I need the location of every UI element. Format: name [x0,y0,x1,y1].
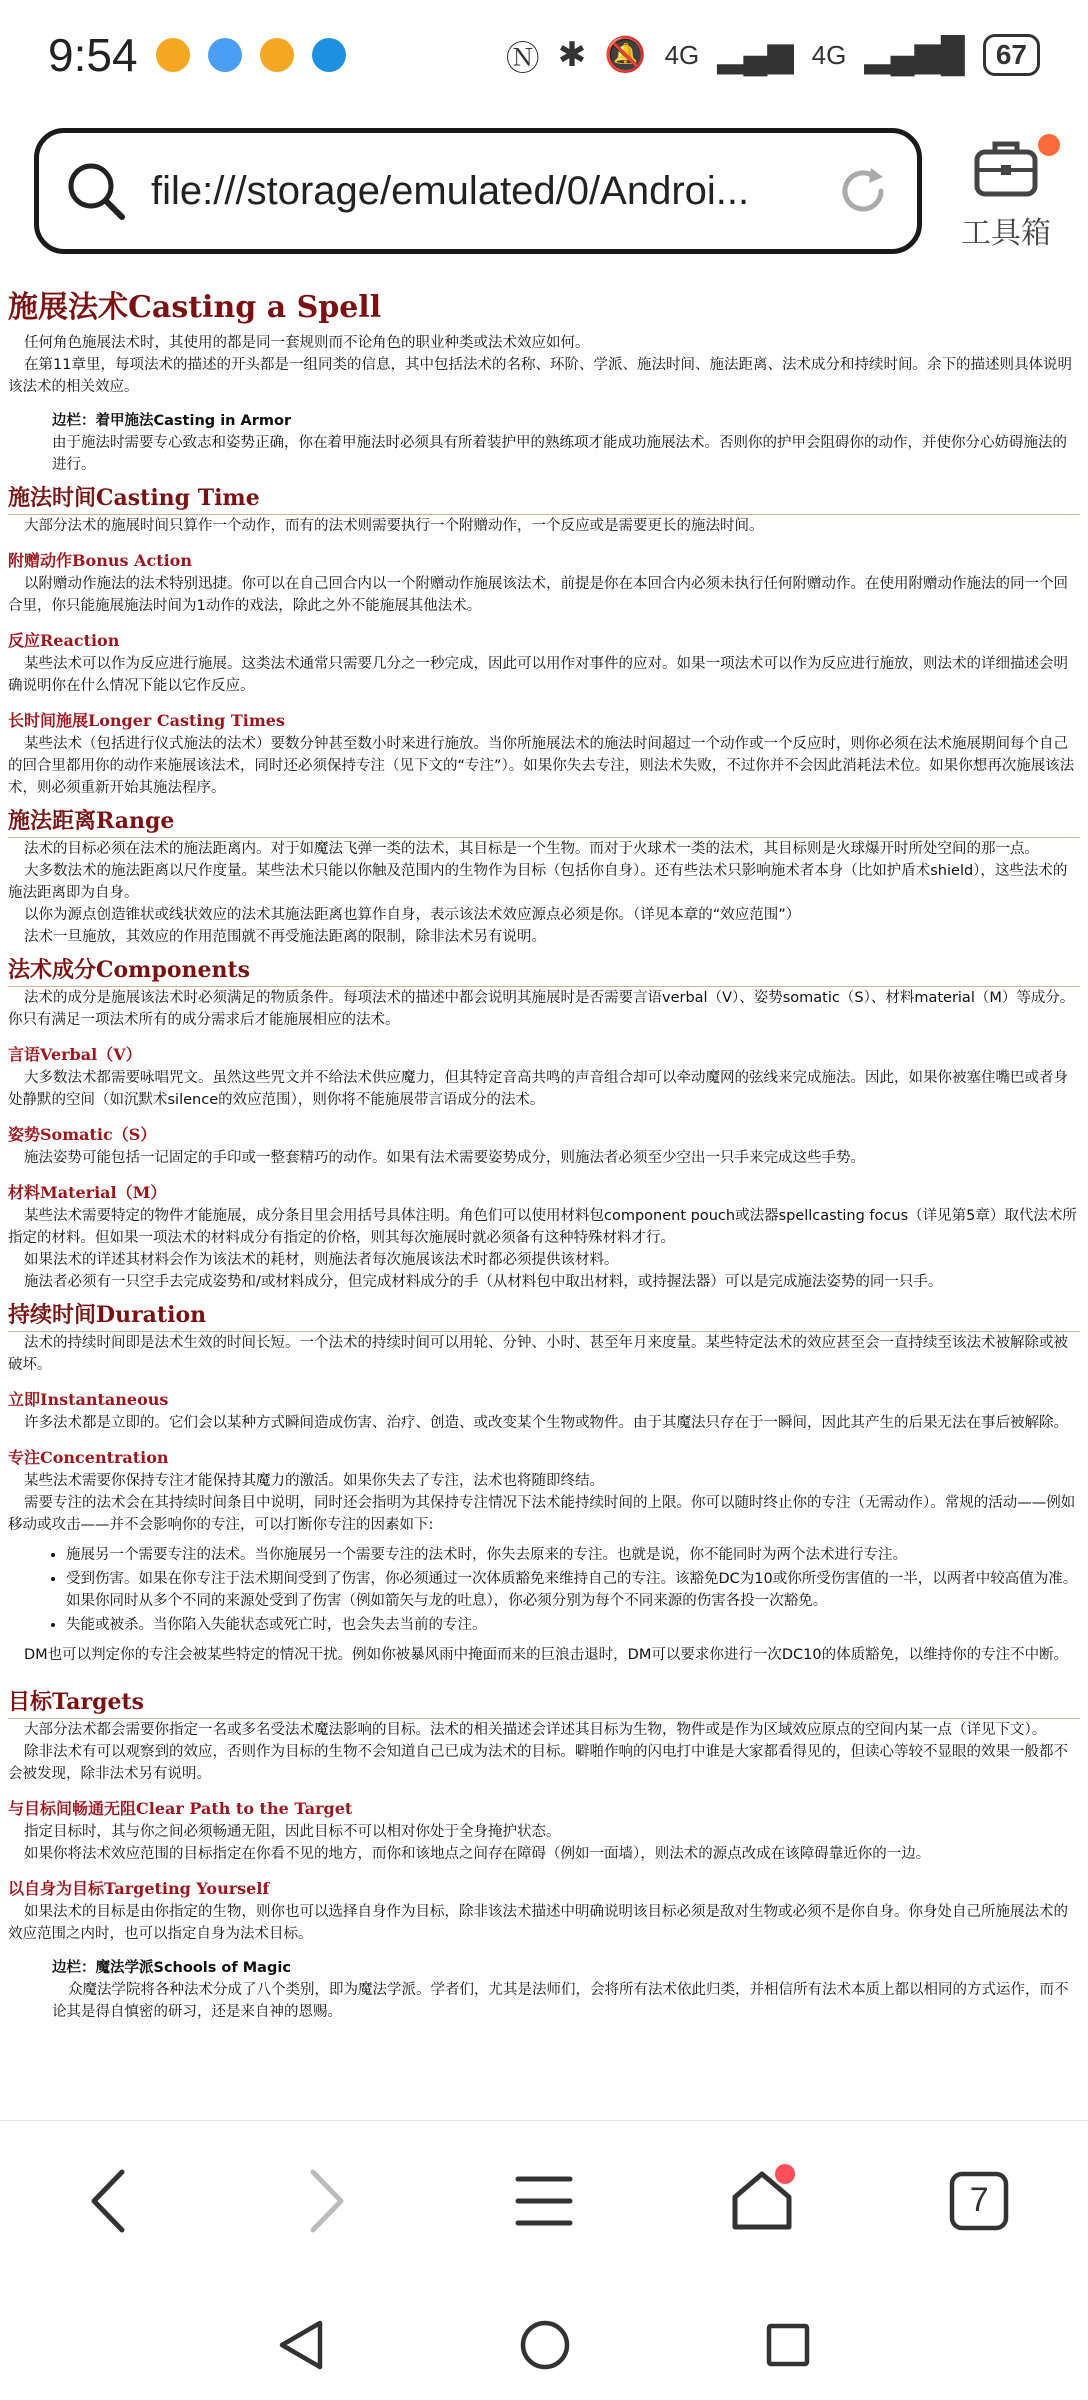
subsection-heading: 言语Verbal（V） [8,1045,142,1064]
toolbox-label: 工具箱 [961,216,1051,251]
notification-dot [775,2164,795,2184]
toolbox-button[interactable] [950,134,1062,254]
paragraph: 某些法术需要特定的物件才能施展，成分条目里会用括号具体注明。角色们可以使用材料包component pouch或法器spellcasting focus（详见第5章）取代法术所指定的材料。但如果一项法术的材料成分有指定的价格，则其每次施展时就必须备有这种特殊材料才行。 [8,1208,1077,1246]
paragraph: 大部分法术都会需要你指定一名或多名受法术魔法影响的目标。法术的相关描述会详述其目标为生物，物件或是作为区域效应原点的空间内某一点（详见下文）。 [24,1722,1047,1738]
sidebar-title: 边栏：魔法学派Schools of Magic [52,1960,291,1976]
document-content [8,280,1080,2110]
mute-icon: 🔕 [604,36,647,74]
paragraph: 法术的目标必须在法术的施法距离内。对于如魔法飞弹一类的法术，其目标是一个生物。而对于火球术一类的法术，其目标则是火球爆开时所处空间的那一点。 [24,841,1039,857]
paragraph: 法术的成分是施展该法术时必须满足的物质条件。每项法术的描述中都会说明其施展时是否需要言语verbal（V）、姿势somatic（S）、材料material（M）等成分。你只有满足一项法术所有的成分需求后才能施展相应的法术。 [8,990,1075,1028]
subsection-heading: 长时间施展Longer Casting Times [8,711,285,730]
subsection-heading: 材料Material（M） [8,1183,167,1202]
network-4g-label: 4G [664,39,700,70]
home-button[interactable] [707,2146,817,2256]
address-bar[interactable] [34,128,922,254]
sidebar-title: 边栏：着甲施法Casting in Armor [52,413,292,429]
paragraph: 指定目标时，其与你之间必须畅通无阻，因此目标不可以相对你处于全身掩护状态。 [24,1824,561,1840]
status-right-group [506,31,1040,80]
app-notification-icon [312,38,346,72]
tabs-icon [949,2171,1009,2231]
paragraph: 如果法术的详述其材料会作为该法术的耗材，则施法者每次施展该法术时都必须提供该材料。 [24,1252,619,1268]
system-back-icon[interactable] [276,2317,326,2373]
reload-icon[interactable] [835,163,891,219]
menu-button[interactable] [489,2146,599,2256]
paragraph: 以你为源点创造锥状或线状效应的法术其施法距离也算作自身，表示该法术效应源点必须是你。（详见本章的“效应范围”） [24,907,801,923]
tabs-button[interactable] [924,2146,1034,2256]
sidebar-body: 众魔法学院将各种法术分成了八个类别，即为魔法学派。学者们，尤其是法师们，会将所有法术依此归类，并相信所有法术本质上都以相同的方式运作，而不论其是得自慎密的研习，还是来自神的恩赐。 [52,1982,1069,2020]
back-arrow-icon [84,2166,134,2236]
system-home-icon[interactable] [518,2318,572,2372]
forward-button[interactable] [271,2146,381,2256]
signal-icon: ▂▄▆█ [864,36,965,74]
nfc-icon: Ⓝ [505,39,540,78]
list-item: • 失能或被杀。当你陷入失能状态或死亡时，也会失去当前的专注。 [66,1614,1080,1636]
subsection-heading: 姿势Somatic（S） [8,1125,157,1144]
url-text[interactable]: file:///storage/emulated/0/Androi... [151,168,750,213]
status-time: 9:54 [48,29,138,81]
paragraph: 施法姿势可能包括一记固定的手印或一整套精巧的动作。如果有法术需要姿势成分，则施法者必须至少空出一只手来完成这些手势。 [24,1150,865,1166]
toolbox-icon [971,134,1041,200]
subsection-heading: 反应Reaction [8,631,120,650]
list-item: • 受到伤害。如果在你专注于法术期间受到了伤害，你必须通过一次体质豁免来维持自己的专注。该豁免DC为10或你所受伤害值的一半，以两者中较高值为准。如果你同时从多个不同的来源处受到了伤害（例如箭矢与龙的吐息），你必须分别为每个不同来源的伤害各投一次豁免。 [66,1568,1080,1612]
section-heading: 施法时间Casting Time [8,482,1080,515]
list-item: • 施展另一个需要专注的法术。当你施展另一个需要专注的法术时，你失去原来的专注。也就是说，你不能同时为两个法术进行专注。 [66,1544,1080,1566]
qq-notification-icon [208,38,242,72]
paragraph: 某些法术（包括进行仪式施法的法术）要数分钟甚至数小时来进行施放。当你所施展法术的施法时间超过一个动作或一个反应时，则你必须在法术施展期间每个自己的回合里都用你的动作来施展该法术，同时还必须保持专注（见下文的“专注”）。如果你失去专注，则法术失败，不过你并不会因此消耗法术位。如果你想再次施展该法术，则必须重新开始其施法程序。 [8,736,1075,796]
paragraph: 需要专注的法术会在其持续时间条目中说明，同时还会指明为其保持专注情况下法术能持续时间的上限。你可以随时终止你的专注（无需动作）。常规的活动——例如移动或攻击——并不会影响你的专注，可以打断你专注的因素如下: [8,1495,1076,1533]
concentration-list [66,1544,1080,1636]
paragraph: 某些法术可以作为反应进行施展。这类法术通常只需要几分之一秒完成，因此可以用作对事件的应对。如果一项法术可以作为反应进行施放，则法术的详细描述会明确说明你在什么情况下能以它作反应。 [8,656,1068,694]
paragraph: 施法者必须有一只空手去完成姿势和/或材料成分，但完成材料成分的手（从材料包中取出材料，或持握法器）可以是完成施法姿势的同一只手。 [24,1274,943,1290]
paragraph: 大多数法术都需要咏唱咒文。虽然这些咒文并不给法术供应魔力，但其特定音高共鸣的声音组合却可以牵动魔网的弦线来完成施法。因此，如果你被塞住嘴巴或者身处静默的空间（如沉默术silence的效应范围），则你将不能施展带言语成分的法术。 [8,1070,1068,1108]
paragraph: 在第11章里，每项法术的描述的开头都是一组同类的信息，其中包括法术的名称、环阶、学派、施法时间、施法距离、法术成分和持续时间。余下的描述则具体说明该法术的相关效应。 [8,357,1072,395]
subsection-heading: 附赠动作Bonus Action [8,551,192,570]
section-heading: 持续时间Duration [8,1299,1080,1332]
page-title: 施展法术Casting a Spell [8,290,382,325]
search-icon [65,160,127,222]
system-recents-icon[interactable] [764,2321,812,2369]
battery-indicator: 67 [983,34,1040,76]
browser-nav-bar [0,2120,1088,2280]
paragraph: 如果法术的目标是由你指定的生物，则你也可以选择自身作为目标，除非该法术描述中明确说明该目标必须是敌对生物或必须不是你自身。你身处自己所施展法术的效应范围之内时，也可以指定自身为法术目标。 [8,1904,1068,1942]
paragraph: 除非法术有可以观察到的效应，否则作为目标的生物不会知道自己已成为法术的目标。噼啪作响的闪电打中谁是大家都看得见的，但读心等较不显眼的效果一般都不会被发现，除非法术另有说明。 [8,1744,1068,1782]
system-nav-bar [0,2290,1088,2400]
weibo-notification-icon [156,38,190,72]
weibo-notification-icon [260,38,294,72]
back-button[interactable] [54,2146,164,2256]
spacer [8,1666,1080,1680]
paragraph: 如果你将法术效应范围的目标指定在你看不见的地方，而你和该地点之间存在障碍（例如一面墙），则法术的源点改成在该障碍靠近你的一边。 [24,1846,931,1862]
forward-arrow-icon [301,2166,351,2236]
subsection-heading: 立即Instantaneous [8,1390,169,1409]
paragraph: DM也可以判定你的专注会被某些特定的情况干扰。例如你被暴风雨中掩面而来的巨浪击退时，DM可以要求你进行一次DC10的体质豁免，以维持你的专注不中断。 [24,1647,1069,1663]
paragraph: 法术的持续时间即是法术生效的时间长短。一个法术的持续时间可以用轮、分钟、小时、甚至年月来度量。某些特定法术的效应甚至会一直持续至该法术被解除或被破坏。 [8,1335,1068,1373]
section-heading: 目标Targets [8,1686,1080,1719]
notification-dot [1038,134,1060,156]
sidebar-body: 由于施法时需要专心致志和姿势正确，你在着甲施法时必须具有所着装护甲的熟练项才能成功施展法术。否则你的护甲会阻碍你的动作，并使你分心妨碍施法的进行。 [52,435,1067,473]
paragraph: 以附赠动作施法的法术特别迅捷。你可以在自己回合内以一个附赠动作施展该法术，前提是你在本回合内必须未执行任何附赠动作。在使用附赠动作施法的同一个回合里，你只能施展施法时间为1动作的戏法，除此之外不能施展其他法术。 [8,576,1068,614]
network-4g-label-2: 4G [811,39,847,70]
subsection-heading: 专注Concentration [8,1448,169,1467]
bluetooth-vibrate-icon: ✱ [557,36,587,74]
menu-icon [514,2173,574,2229]
paragraph: 大多数法术的施法距离以尺作度量。某些法术只能以你触及范围内的生物作为目标（包括你自身）。还有些法术只影响施术者本身（比如护盾术shield），这些法术的施法距离即为自身。 [8,863,1068,901]
status-bar [0,0,1088,110]
paragraph: 法术一旦施放，其效应的作用范围就不再受施法距离的限制，除非法术另有说明。 [24,929,546,945]
paragraph: 任何角色施展法术时，其使用的都是同一套规则而不论角色的职业种类或法术效应如何。 [24,335,590,351]
signal-icon: ▂▄▆ [717,36,794,74]
tab-count: 7 [969,2181,989,2219]
section-heading: 施法距离Range [8,805,1080,838]
section-heading: 法术成分Components [8,954,1080,987]
paragraph: 许多法术都是立即的。它们会以某种方式瞬间造成伤害、治疗、创造、或改变某个生物或物件。由于其魔法只存在于一瞬间，因此其产生的后果无法在事后被解除。 [24,1415,1068,1431]
subsection-heading: 以自身为目标Targeting Yourself [8,1879,270,1898]
paragraph: 大部分法术的施展时间只算作一个动作，而有的法术则需要执行一个附赠动作，一个反应或是需要更长的施法时间。 [24,518,764,534]
paragraph: 某些法术需要你保持专注才能保持其魔力的激活。如果你失去了专注，法术也将随即终结。 [24,1473,604,1489]
subsection-heading: 与目标间畅通无阻Clear Path to the Target [8,1799,353,1818]
